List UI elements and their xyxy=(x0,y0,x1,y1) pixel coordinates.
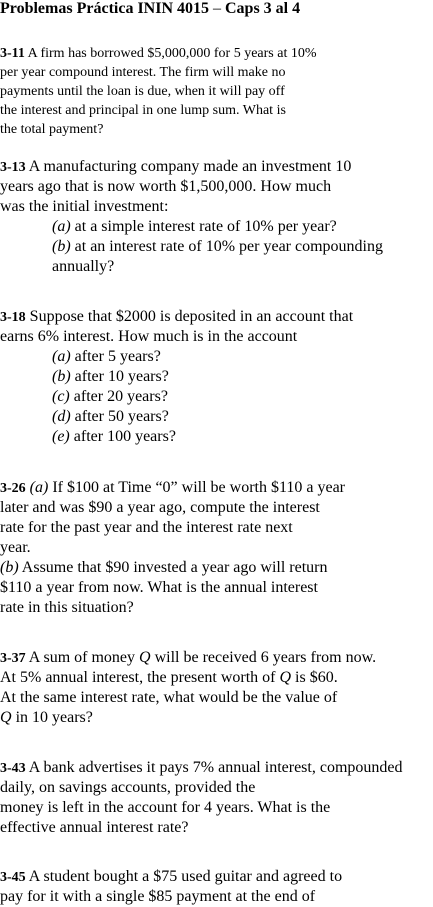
problem-text: A manufacturing company made an investment 10 xyxy=(28,158,352,175)
title-dash: – xyxy=(213,0,221,17)
problem-text: A sum of money xyxy=(28,649,140,666)
problem-text: At 5% annual interest, the present worth of xyxy=(0,669,280,686)
problem-text: A firm has borrowed $5,000,000 for 5 years at 10% xyxy=(27,46,317,61)
problem-text: A bank advertises it pays 7% annual interest, compounded xyxy=(28,759,403,776)
problem-number: 3-45 xyxy=(0,870,26,885)
problem-text: will be received 6 years from now. xyxy=(150,649,377,666)
part-line xyxy=(52,388,168,406)
page-title xyxy=(0,0,300,18)
problem-line: At the same interest rate, what would be the value of xyxy=(0,689,338,706)
part-text: after 5 years? xyxy=(74,348,161,365)
problem-line: payments until the loan is due, when it will pay off xyxy=(0,84,285,99)
problem-line: was the initial investment: xyxy=(0,198,169,215)
part-label: (b) xyxy=(52,238,71,255)
problem-line xyxy=(0,759,402,778)
part-label: (a) xyxy=(29,479,49,496)
problem-text: in 10 years? xyxy=(11,709,93,726)
problem-line: later and was $90 a year ago, compute the interest xyxy=(0,499,320,516)
title-prefix: Problemas Práctica ININ 4015 xyxy=(0,0,213,17)
problem-text: If $100 at Time “0” will be worth $110 a year xyxy=(52,479,346,496)
problem-line xyxy=(0,308,353,327)
problem-line: pay for it with a single $85 payment at the end of xyxy=(0,888,316,905)
problem-number: 3-43 xyxy=(0,761,26,776)
problem-line: the interest and principal in one lump sum. What is xyxy=(0,103,286,118)
part-line xyxy=(52,368,169,386)
problem-line xyxy=(0,649,376,668)
variable-q: Q xyxy=(279,669,292,686)
problem-line xyxy=(0,158,351,177)
problem-line xyxy=(0,709,93,727)
problem-line: year. xyxy=(0,539,31,556)
part-label: (a) xyxy=(52,218,71,235)
part-text: at an interest rate of 10% per year compounding xyxy=(74,238,383,255)
part-line: annually? xyxy=(52,258,115,275)
problem-text: Suppose that $2000 is deposited in an account that xyxy=(29,308,354,325)
problem-line xyxy=(0,46,317,62)
problem-number: 3-13 xyxy=(0,160,26,175)
title-suffix: Caps 3 al 4 xyxy=(221,0,301,17)
problem-line: years ago that is now worth $1,500,000. How much xyxy=(0,178,332,195)
part-line xyxy=(52,348,161,366)
problem-line: $110 a year from now. What is the annual interest xyxy=(0,579,318,596)
problem-number: 3-11 xyxy=(0,46,25,61)
variable-q: Q xyxy=(0,709,12,726)
problem-line xyxy=(0,669,338,687)
part-label: (b) xyxy=(0,559,19,576)
part-label: (d) xyxy=(52,408,71,425)
problem-line: money is left in the account for 4 years. What is the xyxy=(0,799,331,816)
part-line xyxy=(52,408,169,426)
part-text: at a simple interest rate of 10% per year? xyxy=(74,218,337,235)
part-text: after 20 years? xyxy=(73,388,168,405)
problem-line: the total payment? xyxy=(0,122,104,137)
problem-number: 3-37 xyxy=(0,651,26,666)
problem-line xyxy=(0,479,345,498)
problem-line: rate in this situation? xyxy=(0,599,134,616)
problem-line: daily, on savings accounts, provided the xyxy=(0,779,256,796)
part-text: after 100 years? xyxy=(73,428,176,445)
part-label: (c) xyxy=(52,388,70,405)
problem-line: per year compound interest. The firm will make no xyxy=(0,65,286,80)
problem-line: rate for the past year and the interest rate next xyxy=(0,519,293,536)
part-label: (a) xyxy=(52,348,71,365)
problem-text: Assume that $90 invested a year ago will return xyxy=(21,559,328,576)
problem-number: 3-26 xyxy=(0,481,26,496)
part-label: (b) xyxy=(52,368,71,385)
variable-q: Q xyxy=(139,649,151,666)
problem-number: 3-18 xyxy=(0,310,26,325)
problem-text: is $60. xyxy=(291,669,338,686)
problem-text: A student bought a $75 used guitar and agreed to xyxy=(28,868,343,885)
part-text: after 10 years? xyxy=(74,368,169,385)
part-text: after 50 years? xyxy=(74,408,169,425)
part-line xyxy=(52,238,383,256)
problem-line xyxy=(0,868,342,887)
part-line xyxy=(52,428,176,446)
problem-line: earns 6% interest. How much is in the account xyxy=(0,328,298,345)
problem-line xyxy=(0,559,327,577)
problem-line: effective annual interest rate? xyxy=(0,819,189,836)
part-label: (e) xyxy=(52,428,70,445)
part-line xyxy=(52,218,337,236)
